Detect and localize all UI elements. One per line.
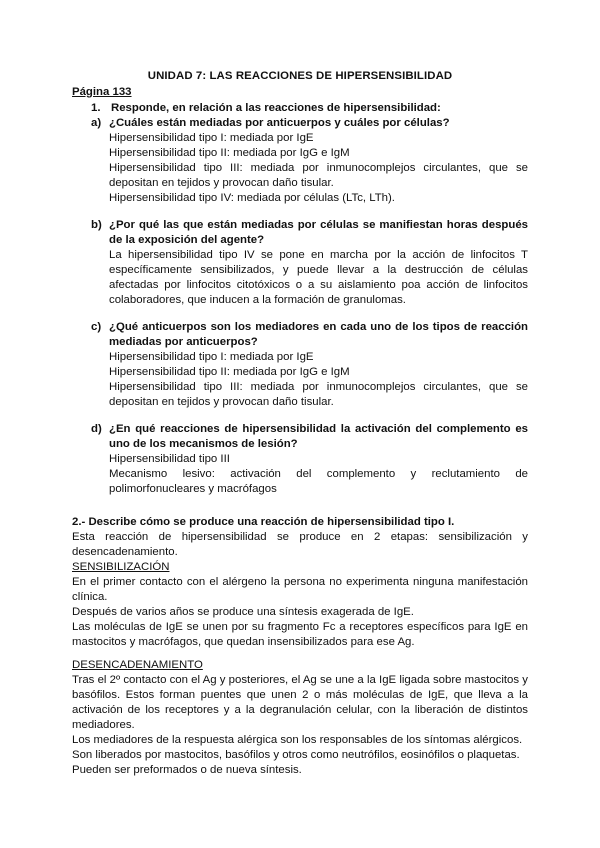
question-1-text: Responde, en relación a las reacciones de hipersensibilidad: [111,102,441,114]
section-title-sensibilizacion: SENSIBILIZACIÓN [72,561,170,573]
section-title-desencadenamiento: DESENCADENAMIENTO [72,659,203,671]
question-1c-letter: c) [91,321,102,333]
answer-1a-line: Hipersensibilidad tipo I: mediada por IgE [109,132,314,144]
answer-1a-line: Hipersensibilidad tipo II: mediada por IgG e IgM [109,147,350,159]
sensibilizacion-paragraph: Las moléculas de IgE se unen por su fragmento Fc a receptores específicos para IgE en mastocitos y macrófagos, que quedan insensibilizados para ese Ag. [72,621,528,648]
question-2-intro: Esta reacción de hipersensibilidad se produce en 2 etapas: sensibilización y desencadenamiento. [72,531,528,558]
question-2-heading: 2.- Describe cómo se produce una reacción de hipersensibilidad tipo I. [72,516,455,528]
question-1d-letter: d) [91,423,102,435]
answer-1b: La hipersensibilidad tipo IV se pone en marcha por la acción de linfocitos T específicamente sensibilizados, y puede llevar a la destrucción de células afectadas por linfocitos citotóxicos o a su aislamiento poa acción de linfocitos colaboradores, que inducen a la formación de granulomas. [109,249,528,306]
answer-1c-line: Hipersensibilidad tipo II: mediada por IgG e IgM [109,366,350,378]
question-1a-letter: a) [91,117,102,129]
page-title: UNIDAD 7: LAS REACCIONES DE HIPERSENSIBILIDAD [147,70,453,82]
question-1a-text: ¿Cuáles están mediadas por anticuerpos y cuáles por células? [109,117,450,129]
question-1b-text: ¿Por qué las que están mediadas por células se manifiestan horas después de la exposición del agente? [109,219,528,246]
page-reference: Página 133 [72,86,132,98]
question-1-number: 1. [91,102,101,114]
desencadenamiento-paragraph: Los mediadores de la respuesta alérgica son los responsables de los síntomas alérgicos. [72,734,523,746]
answer-1a-line: Hipersensibilidad tipo III: mediada por inmunocomplejos circulantes, que se depositan en tejidos y provocan daño tisular. [109,162,528,189]
sensibilizacion-paragraph: En el primer contacto con el alérgeno la persona no experimenta ninguna manifestación clínica. [72,576,528,603]
desencadenamiento-paragraph: Son liberados por mastocitos, basófilos y otros como neutrófilos, eosinófilos o plaquetas. [72,749,520,761]
answer-1c-line: Hipersensibilidad tipo I: mediada por IgE [109,351,314,363]
sensibilizacion-paragraph: Después de varios años se produce una síntesis exagerada de IgE. [72,606,414,618]
desencadenamiento-paragraph: Pueden ser preformados o de nueva síntesis. [72,764,302,776]
question-1a [91,116,528,206]
desencadenamiento-paragraph: Tras el 2º contacto con el Ag y posteriores, el Ag se une a la IgE ligada sobre mastocitos y basófilos. Estos forman puentes que unen 2 o más moléculas de IgE, que lleva a la activación de los receptores y a la degranulación celular, con la liberación de distintos mediadores. [72,674,528,731]
question-2 [72,515,528,650]
answer-1d-line: Hipersensibilidad tipo III [109,453,230,465]
question-1d [91,422,528,497]
question-1d-text: ¿En qué reacciones de hipersensibilidad la activación del complemento es uno de los mecanismos de lesión? [109,423,528,450]
answer-1d-line: Mecanismo lesivo: activación del complemento y reclutamiento de polimorfonucleares y macrófagos [109,468,528,495]
answer-1c-line: Hipersensibilidad tipo III: mediada por inmunocomplejos circulantes, que se depositan en tejidos y provocan daño tisular. [109,381,528,408]
question-1b-letter: b) [91,219,102,231]
desencadenamiento-section [72,658,528,778]
answer-1a-line: Hipersensibilidad tipo IV: mediada por células (LTc, LTh). [109,192,395,204]
question-1b [91,218,528,308]
question-1c-text: ¿Qué anticuerpos son los mediadores en cada uno de los tipos de reacción mediadas por anticuerpos? [109,321,528,348]
question-1c [91,320,528,410]
